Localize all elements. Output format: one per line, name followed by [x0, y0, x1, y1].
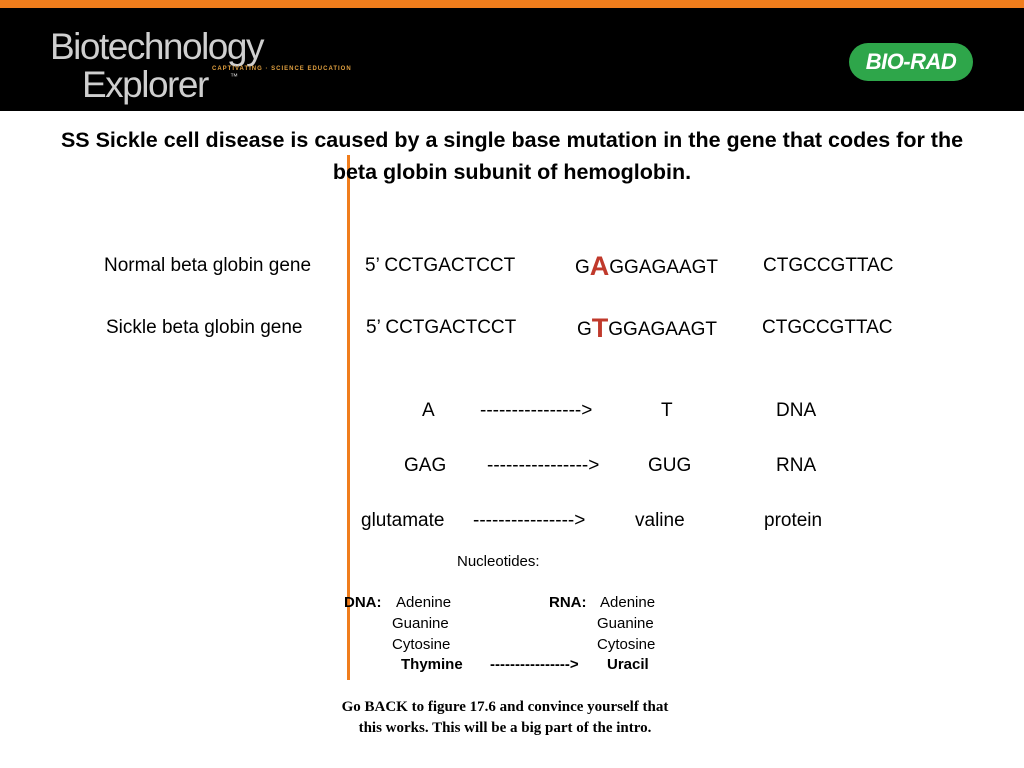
- sickle-gene-codon: [577, 311, 717, 342]
- logo-line2: Explorer: [82, 64, 208, 105]
- rna-cytosine: Cytosine: [597, 636, 656, 653]
- dna-arrow: ---------------->: [480, 400, 593, 421]
- rna-uracil: Uracil: [607, 656, 649, 673]
- normal-gene-codon: [575, 249, 718, 280]
- logo-trademark: ™: [230, 72, 238, 81]
- sickle-gene-seq3: CTGCCGTTAC: [762, 317, 893, 338]
- dna-adenine: Adenine: [396, 594, 452, 611]
- protein-type: protein: [764, 510, 823, 531]
- rna-to: GUG: [648, 455, 692, 476]
- normal-gene-label: Normal beta globin gene: [104, 255, 312, 276]
- sickle-gene-mutation-base: T: [591, 313, 609, 343]
- sickle-gene-pre: G: [577, 319, 592, 340]
- protein-from: glutamate: [361, 510, 445, 531]
- instruction-note: Go BACK to figure 17.6 and convince yourself that this works. This will be a big part of the intro.: [341, 699, 669, 736]
- bio-rad-logo: [849, 43, 973, 81]
- rna-list-label: RNA:: [549, 594, 587, 611]
- dna-cytosine: Cytosine: [392, 636, 451, 653]
- top-accent-strip: [0, 0, 1024, 8]
- rna-guanine: Guanine: [597, 615, 654, 632]
- normal-gene-mutation-base: A: [589, 251, 610, 281]
- nucleotides-heading: Nucleotides:: [457, 553, 540, 570]
- rna-adenine: Adenine: [600, 594, 656, 611]
- dna-thymine: Thymine: [401, 656, 463, 673]
- biotechnology-explorer-logo: [50, 26, 360, 110]
- dna-list-label: DNA:: [344, 594, 382, 611]
- slide-title: SS Sickle cell disease is caused by a single base mutation in the gene that codes for the beta globin subunit of hemoglobin.: [60, 128, 964, 184]
- normal-gene-seq1: 5’ CCTGACTCCT: [365, 255, 516, 276]
- sickle-gene-seq1: 5’ CCTGACTCCT: [366, 317, 517, 338]
- sickle-gene-label: Sickle beta globin gene: [106, 317, 303, 338]
- dna-from: A: [422, 400, 435, 421]
- dna-to: T: [661, 400, 673, 421]
- normal-gene-pre: G: [575, 257, 590, 278]
- logo-tagline: CAPTIVATING · SCIENCE EDUCATION: [212, 66, 352, 72]
- bio-rad-logo-text: BIO-RAD: [865, 49, 957, 74]
- normal-gene-seq3: CTGCCGTTAC: [763, 255, 894, 276]
- dna-type: DNA: [776, 400, 817, 421]
- rna-from: GAG: [404, 455, 447, 476]
- dna-guanine: Guanine: [392, 615, 449, 632]
- thymine-uracil-arrow: ---------------->: [490, 656, 579, 673]
- sickle-gene-post: GGAGAAGT: [608, 319, 718, 340]
- rna-arrow: ---------------->: [487, 455, 600, 476]
- rna-type: RNA: [776, 455, 817, 476]
- normal-gene-post: GGAGAAGT: [609, 257, 719, 278]
- protein-to: valine: [635, 510, 685, 531]
- logo-line1: Biotechnology: [50, 26, 263, 67]
- protein-arrow: ---------------->: [473, 510, 586, 531]
